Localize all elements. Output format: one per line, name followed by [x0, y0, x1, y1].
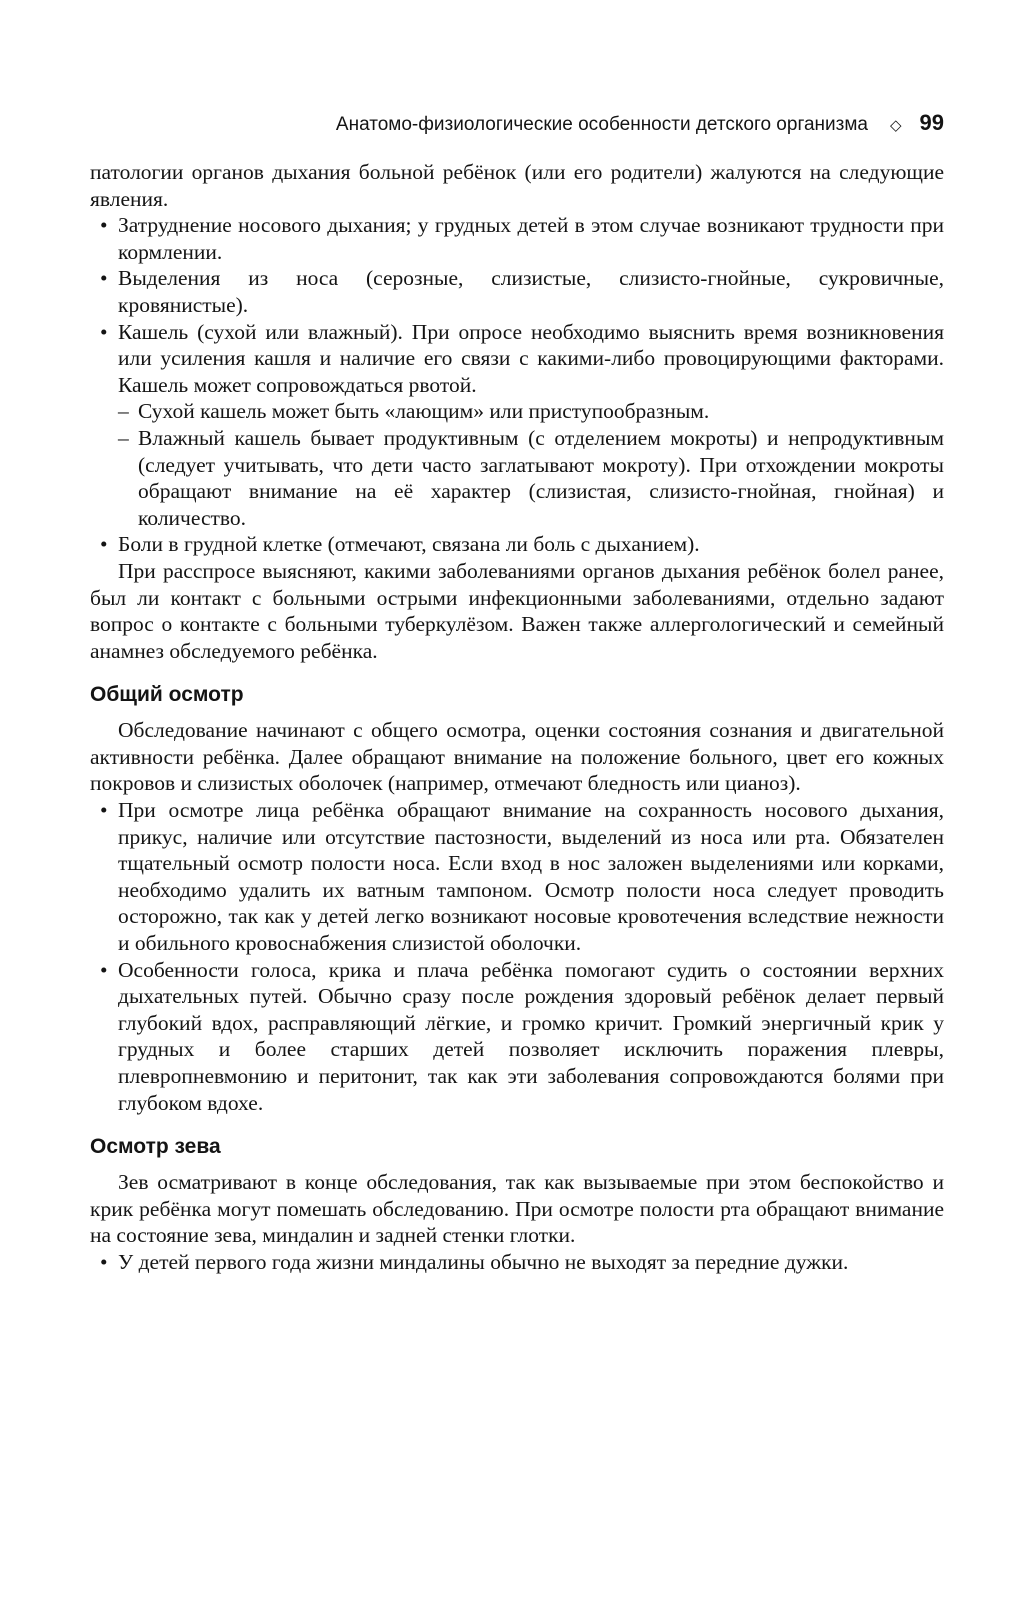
- list-item: • Затруднение носового дыхания; у грудных детей в этом случае возникают трудности при кормлении.: [90, 212, 944, 265]
- running-title: Анатомо-физиологические особенности детского организма: [335, 114, 868, 135]
- list-item: • При осмотре лица ребёнка обращают внимание на сохранность носового дыхания, прикус, наличие или отсутствие пастозности, выделений из носа или рта. Обязателен тщательный осмотр полости носа. Если вход в нос заложен выделениями или корками, необходимо удалить их ватным тампоном. Осмотр полости носа следует проводить осторожно, так как у детей легко возникают носовые кровотечения вследствие нежности и обильного кровоснабжения слизистой оболочки.: [90, 797, 944, 957]
- running-header: [90, 110, 944, 139]
- section-heading-throat: Осмотр зева: [90, 1135, 221, 1159]
- list-item: • Выделения из носа (серозные, слизистые, слизисто-гнойные, сукровичные, кровянистые).: [90, 265, 944, 318]
- diamond-separator-icon: ◇: [889, 117, 902, 134]
- throat-paragraph: Зев осматривают в конце обследования, так как вызываемые при этом беспокойство и крик ребёнка могут помешать обследованию. При осмотре полости рта обращают внимание на состояние зева, миндалин и задней стенки глотки.: [90, 1170, 944, 1248]
- list-item: • Боли в грудной клетке (отмечают, связана ли боль с дыханием).: [90, 531, 944, 558]
- list-item: • Особенности голоса, крика и плача ребёнка помогают судить о состоянии верхних дыхательных путей. Обычно сразу после рождения здоровый ребёнок делает первый глубокий вдох, расправляющий лёгкие, и громко кричит. Громкий энергичный крик у грудных и более старших детей позволяет исключить поражения плевры, плевропневмонию и перитонит, так как эти заболевания сопровождаются болями при глубоком вдохе.: [90, 957, 944, 1117]
- page-number: 99: [919, 110, 944, 135]
- general-list: [90, 797, 944, 1116]
- section-heading-general: Общий осмотр: [90, 683, 244, 707]
- general-paragraph: Обследование начинают с общего осмотра, оценки состояния сознания и двигательной активности ребёнка. Далее обращают внимание на положение больного, цвет его кожных покровов и слизистых оболочек (например, отмечают бледность или цианоз).: [90, 718, 944, 796]
- cough-types-list: [90, 398, 944, 531]
- history-paragraph: При расспросе выясняют, какими заболеваниями органов дыхания ребёнок болел ранее, был ли контакт с больными острыми инфекционными заболеваниями, отдельно задают вопрос о контакте с больными туберкулёзом. Важен также аллергологический и семейный анамнез обследуемого ребёнка.: [90, 558, 944, 663]
- complaints-list: [90, 212, 944, 398]
- list-item: – Влажный кашель бывает продуктивным (с отделением мокроты) и непродуктивным (следует учитывать, что дети часто заглатывают мокроту). При отхождении мокроты обращают внимание на её характер (слизистая, слизисто-гнойная, гнойная) и количество.: [90, 425, 944, 531]
- list-item: • У детей первого года жизни миндалины обычно не выходят за передние дужки.: [90, 1249, 944, 1276]
- list-item: • Кашель (сухой или влажный). При опросе необходимо выяснить время возникновения или усиления кашля и наличие его связи с какими-либо провоцирующими факторами. Кашель может сопровождаться рвотой.: [90, 319, 944, 399]
- throat-list: [90, 1249, 944, 1276]
- complaints-list-end: [90, 531, 944, 558]
- list-item: – Сухой кашель может быть «лающим» или приступообразным.: [90, 398, 944, 425]
- intro-paragraph: патологии органов дыхания больной ребёнок (или его родители) жалуются на следующие явления.: [90, 160, 944, 211]
